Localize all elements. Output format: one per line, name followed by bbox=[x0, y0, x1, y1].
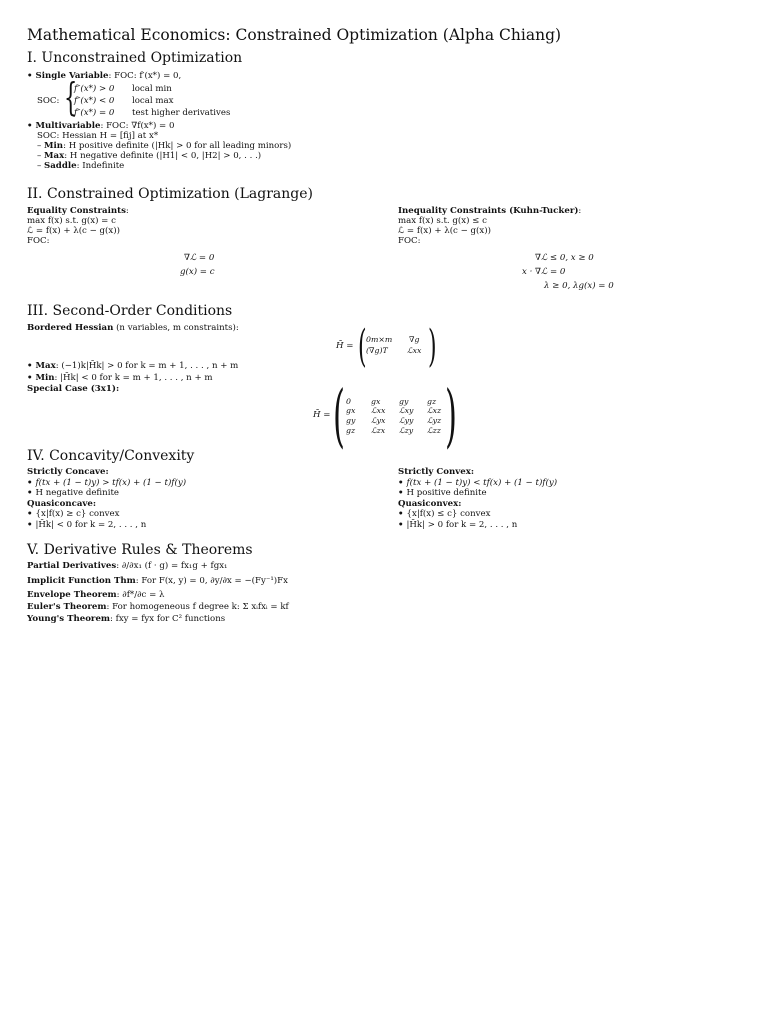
inequality-line-1: max f(x) s.t. g(x) ≤ c bbox=[398, 216, 487, 226]
young-theorem-item: Young's Theorem: fxy = fyx for C² functions bbox=[27, 614, 226, 624]
bh-cell-21: (∇g)T bbox=[366, 346, 388, 355]
special-case-label: Special Case (3x1): bbox=[27, 384, 120, 394]
matrix-cell: gz bbox=[346, 426, 356, 435]
min-subitem: – Min: H positive definite (|Hk| > 0 for all leading minors) bbox=[37, 141, 291, 152]
bordered-hessian-symbol: H̄ = bbox=[336, 341, 354, 351]
kt-foc-3: λ ≥ 0, λg(x) = 0 bbox=[544, 281, 614, 291]
section-heading-concavity: IV. Concavity/Convexity bbox=[27, 448, 195, 464]
concave-item-2: • H negative definite bbox=[27, 488, 119, 499]
bh-cell-22: ℒxx bbox=[407, 346, 422, 355]
equality-foc-2: g(x) = c bbox=[180, 267, 215, 277]
section-heading-derivatives: V. Derivative Rules & Theorems bbox=[27, 542, 253, 558]
bh-left-paren: ( bbox=[358, 321, 367, 372]
matrix-cell: ℒyy bbox=[399, 416, 414, 425]
kt-foc-1: ∇ℒ ≤ 0, x ≥ 0 bbox=[535, 253, 594, 263]
soc-cond-1: f″(x*) > 0 bbox=[74, 84, 115, 94]
matrix-cell: ℒzz bbox=[427, 426, 441, 435]
matrix-cell: ℒxy bbox=[399, 406, 414, 415]
soc-result-3: test higher derivatives bbox=[132, 108, 231, 118]
inequality-label: Inequality Constraints (Kuhn-Tucker): bbox=[398, 206, 582, 216]
special-left-paren: ( bbox=[333, 377, 345, 456]
euler-theorem-item: Euler's Theorem: For homogeneous f degree k: Σ xᵢfxᵢ = kf bbox=[27, 602, 289, 612]
matrix-cell: ℒyz bbox=[427, 416, 442, 425]
quasiconcave-item-2: • |H̄k| < 0 for k = 2, . . . , n bbox=[27, 520, 146, 531]
bh-cell-12: ∇g bbox=[409, 335, 420, 344]
section-heading-lagrange: II. Constrained Optimization (Lagrange) bbox=[27, 186, 314, 202]
section-heading-second-order: III. Second-Order Conditions bbox=[27, 303, 233, 319]
equality-line-1: max f(x) s.t. g(x) = c bbox=[27, 216, 116, 226]
soc-result-2: local max bbox=[132, 96, 174, 106]
matrix-cell: gy bbox=[399, 397, 409, 406]
bh-max-item: • Max: (−1)k|H̄k| > 0 for k = m + 1, . . . , n + m bbox=[27, 361, 238, 372]
equality-line-3: FOC: bbox=[27, 236, 50, 246]
convex-item-1: • f(tx + (1 − t)y) < tf(x) + (1 − t)f(y) bbox=[398, 478, 557, 489]
special-right-paren: ) bbox=[445, 377, 457, 456]
bh-right-paren: ) bbox=[428, 321, 437, 372]
partial-derivatives-item: Partial Derivatives: ∂/∂x₁ (f · g) = fx₁g + fgx₁ bbox=[27, 561, 228, 571]
equality-line-2: ℒ = f(x) + λ(c − g(x)) bbox=[27, 226, 120, 236]
inequality-line-3: FOC: bbox=[398, 236, 421, 246]
strictly-concave-label: Strictly Concave: bbox=[27, 467, 109, 477]
bordered-hessian-label: Bordered Hessian (n variables, m constraints): bbox=[27, 323, 239, 333]
saddle-subitem: – Saddle: Indefinite bbox=[37, 161, 124, 172]
bh-min-item: • Min: |H̄k| < 0 for k = m + 1, . . . , n + m bbox=[27, 373, 213, 384]
kt-foc-2: x · ∇ℒ = 0 bbox=[522, 267, 566, 277]
soc-label: SOC: bbox=[37, 96, 60, 106]
envelope-theorem-item: Envelope Theorem: ∂f*/∂c = λ bbox=[27, 590, 165, 600]
inequality-line-2: ℒ = f(x) + λ(c − g(x)) bbox=[398, 226, 491, 236]
matrix-cell: gx bbox=[346, 406, 356, 415]
equality-foc-1: ∇ℒ = 0 bbox=[184, 253, 215, 263]
soc-cond-3: f″(x*) = 0 bbox=[74, 108, 115, 118]
matrix-cell: gz bbox=[427, 397, 437, 406]
quasiconvex-label: Quasiconvex: bbox=[398, 499, 462, 509]
quasiconvex-item-2: • |H̄k| > 0 for k = 2, . . . , n bbox=[398, 520, 517, 531]
soc-result-1: local min bbox=[132, 84, 172, 94]
quasiconcave-label: Quasiconcave: bbox=[27, 499, 97, 509]
matrix-cell: gx bbox=[371, 397, 381, 406]
bh-cell-11: 0m×m bbox=[366, 335, 393, 344]
soc-cond-2: f″(x*) < 0 bbox=[74, 96, 115, 106]
page-title: Mathematical Economics: Constrained Optimization (Alpha Chiang) bbox=[27, 26, 562, 44]
max-subitem: – Max: H negative definite (|H1| < 0, |H2| > 0, . . .) bbox=[37, 151, 261, 162]
matrix-cell: ℒxz bbox=[427, 406, 442, 415]
convex-item-2: • H positive definite bbox=[398, 488, 487, 499]
matrix-cell: ℒzx bbox=[371, 426, 386, 435]
implicit-function-item: Implicit Function Thm: For F(x, y) = 0, ∂y/∂x = −(Fy⁻¹)Fx bbox=[27, 576, 288, 586]
equality-label: Equality Constraints: bbox=[27, 206, 129, 216]
matrix-cell: ℒxx bbox=[371, 406, 386, 415]
matrix-cell: gy bbox=[346, 416, 356, 425]
matrix-cell: ℒyx bbox=[371, 416, 386, 425]
special-hessian-symbol: H̄ = bbox=[313, 410, 331, 420]
section-heading-unconstrained: I. Unconstrained Optimization bbox=[27, 50, 243, 66]
quasiconvex-item-1: • {x|f(x) ≤ c} convex bbox=[398, 509, 490, 520]
single-variable-item: • Single Variable: FOC: f′(x*) = 0, bbox=[27, 71, 181, 82]
quasiconcave-item-1: • {x|f(x) ≥ c} convex bbox=[27, 509, 119, 520]
strictly-convex-label: Strictly Convex: bbox=[398, 467, 475, 477]
concave-item-1: • f(tx + (1 − t)y) > tf(x) + (1 − t)f(y) bbox=[27, 478, 186, 489]
matrix-cell: ℒzy bbox=[399, 426, 414, 435]
soc-brace: { bbox=[64, 75, 78, 119]
multivariable-item: • Multivariable: FOC: ∇f(x*) = 0 bbox=[27, 121, 174, 132]
hessian-line: SOC: Hessian H = [fij] at x* bbox=[37, 131, 159, 141]
matrix-cell: 0 bbox=[346, 397, 351, 406]
